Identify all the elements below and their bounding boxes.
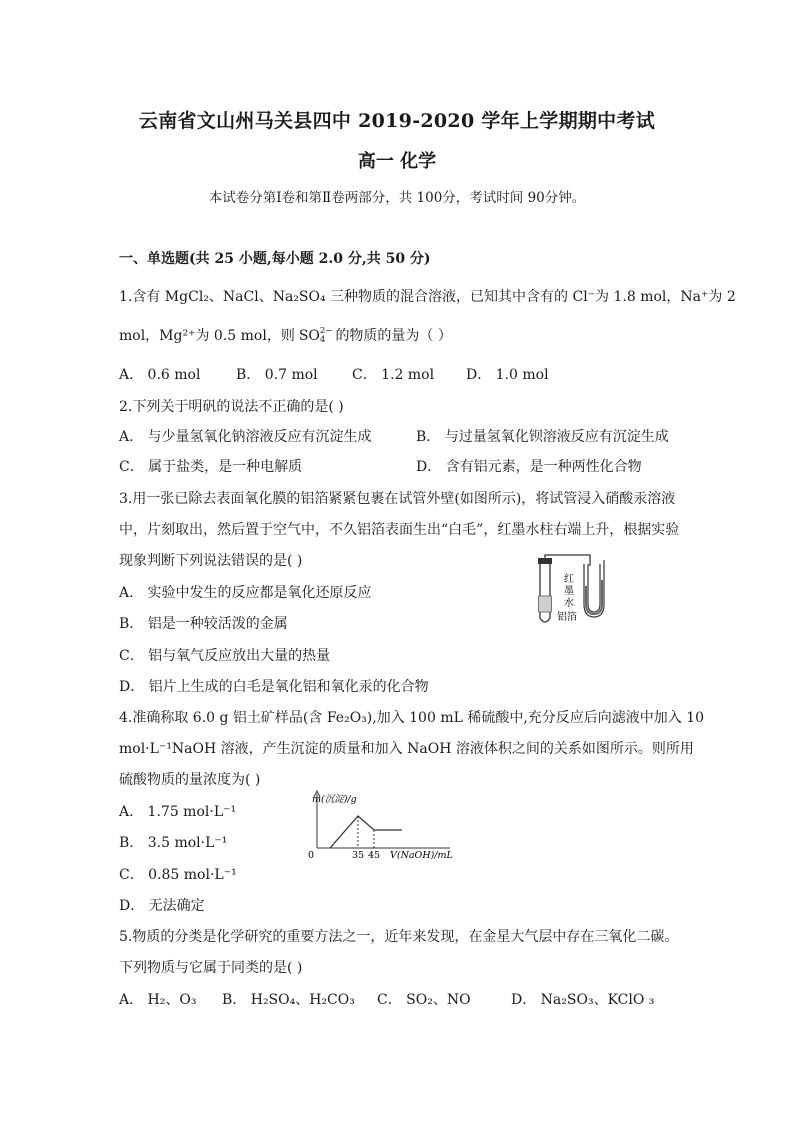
sulfate-symbol: SO (298, 328, 320, 344)
sulfate-subscript: 4 (319, 335, 326, 345)
q1-option-b[interactable]: B． 0.7 mol (236, 367, 318, 383)
q4-option-c[interactable]: C． 0.85 mol·L⁻¹ (119, 867, 237, 883)
q5-option-a[interactable]: A． H₂、O₃ (119, 992, 197, 1008)
q3-stem-line3: 现象判断下列说法错误的是( ) (119, 553, 303, 569)
foil-band (539, 596, 552, 612)
precipitate-graph (298, 786, 458, 862)
q4-stem-line2: mol·L⁻¹NaOH 溶液，产生沉淀的质量和加入 NaOH 溶液体积之间的关系如图所示。则所用 (119, 741, 694, 757)
precipitate-curve (330, 816, 402, 848)
q5-option-d[interactable]: D． Na₂SO₃、KClO ₃ (511, 992, 655, 1008)
x-axis-label: V(NaOH)/mL (390, 850, 453, 861)
q3-stem-line1: 3.用一张已除去表面氧化膜的铝箔紧紧包裹在试管外壁(如图所示)，将试管浸入硝酸汞溶液 (119, 491, 676, 507)
q4-option-b[interactable]: B． 3.5 mol·L⁻¹ (119, 835, 228, 851)
test-tube-figure (530, 552, 626, 630)
q4-option-a[interactable]: A． 1.75 mol·L⁻¹ (119, 804, 237, 820)
tube-outline (540, 564, 550, 622)
q4-stem-line3: 硫酸物质的量浓度为( ) (119, 772, 261, 788)
q1-stem-line2 (119, 325, 452, 345)
q2-option-d[interactable]: D． 含有铝元素，是一种两性化合物 (416, 459, 642, 475)
q1-option-d[interactable]: D． 1.0 mol (466, 367, 549, 383)
q5-option-c[interactable]: C． SO₂、NO (377, 992, 471, 1008)
q1-option-c[interactable]: C． 1.2 mol (352, 367, 435, 383)
q3-option-a[interactable]: A． 实验中发生的反应都是氧化还原反应 (119, 585, 372, 601)
tick-45: 45 (368, 850, 381, 861)
q2-option-a[interactable]: A． 与少量氢氧化钠溶液反应有沉淀生成 (119, 429, 372, 445)
q1-option-a[interactable]: A． 0.6 mol (119, 367, 201, 383)
ink-label-3: 水 (564, 598, 574, 609)
stopper-shape (538, 558, 552, 564)
ink-label-1: 红 (564, 574, 574, 585)
y-axis-label: m(沉淀)/g (312, 794, 357, 805)
q3-option-c[interactable]: C． 铝与氧气反应放出大量的热量 (119, 648, 331, 664)
section-heading: 一、单选题(共 25 小题,每小题 2.0 分,共 50 分) (119, 251, 431, 267)
q3-stem-line2: 中，片刻取出，然后置于空气中，不久铝箔表面生出“白毛”，红墨水柱右端上升，根据实验 (119, 522, 680, 538)
precipitate-graph-svg (298, 786, 458, 862)
q4-option-d[interactable]: D． 无法确定 (119, 898, 205, 914)
q5-option-b[interactable]: B． H₂SO₄、H₂CO₃ (222, 992, 355, 1008)
q1-stem-line2-a: mol，Mg²⁺为 0.5 mol，则 (119, 328, 295, 344)
q1-stem-line1: 1.含有 MgCl₂、NaCl、Na₂SO₄ 三种物质的混合溶液，已知其中含有的 Cl⁻为 1.8 mol，Na⁺为 2 (119, 289, 736, 305)
origin-label: 0 (308, 850, 315, 861)
q2-stem: 2.下列关于明矾的说法不正确的是( ) (119, 399, 344, 415)
q4-stem-line1: 4.准确称取 6.0 g 铝土矿样品(含 Fe₂O₃),加入 100 mL 稀硫酸中,充分反应后向滤液中加入 10 (119, 710, 705, 726)
foil-label: 铝箔 (557, 612, 577, 623)
tick-35: 35 (352, 850, 365, 861)
q3-option-b[interactable]: B． 铝是一种较活泼的金属 (119, 616, 288, 632)
q2-option-b[interactable]: B． 与过量氢氧化钡溶液反应有沉淀生成 (416, 429, 669, 445)
q3-option-d[interactable]: D． 铝片上生成的白毛是氧化铝和氧化汞的化合物 (119, 679, 429, 695)
q1-stem-line2-b: 的物质的量为（ ） (335, 328, 452, 344)
exam-note: 本试卷分第Ⅰ卷和第Ⅱ卷两部分，共 100分，考试时间 90分钟。 (208, 190, 586, 206)
sulfate-charge: 2− (319, 326, 333, 336)
exam-subtitle: 高一 化学 (357, 151, 437, 172)
q5-stem-line1: 5.物质的分类是化学研究的重要方法之一，近年来发现，在金星大气层中存在三氧化二碳。 (119, 929, 679, 945)
test-tube-diagram (530, 552, 626, 630)
ink-label-2: 墨 (564, 586, 574, 597)
q5-stem-line2: 下列物质与它属于同类的是( ) (119, 960, 303, 976)
sulfate-ion (299, 327, 333, 345)
u-tube-inner (588, 564, 600, 612)
q2-option-c[interactable]: C． 属于盐类，是一种电解质 (119, 459, 303, 475)
exam-title: 云南省文山州马关县四中 2019-2020 学年上学期期中考试 (138, 110, 656, 132)
